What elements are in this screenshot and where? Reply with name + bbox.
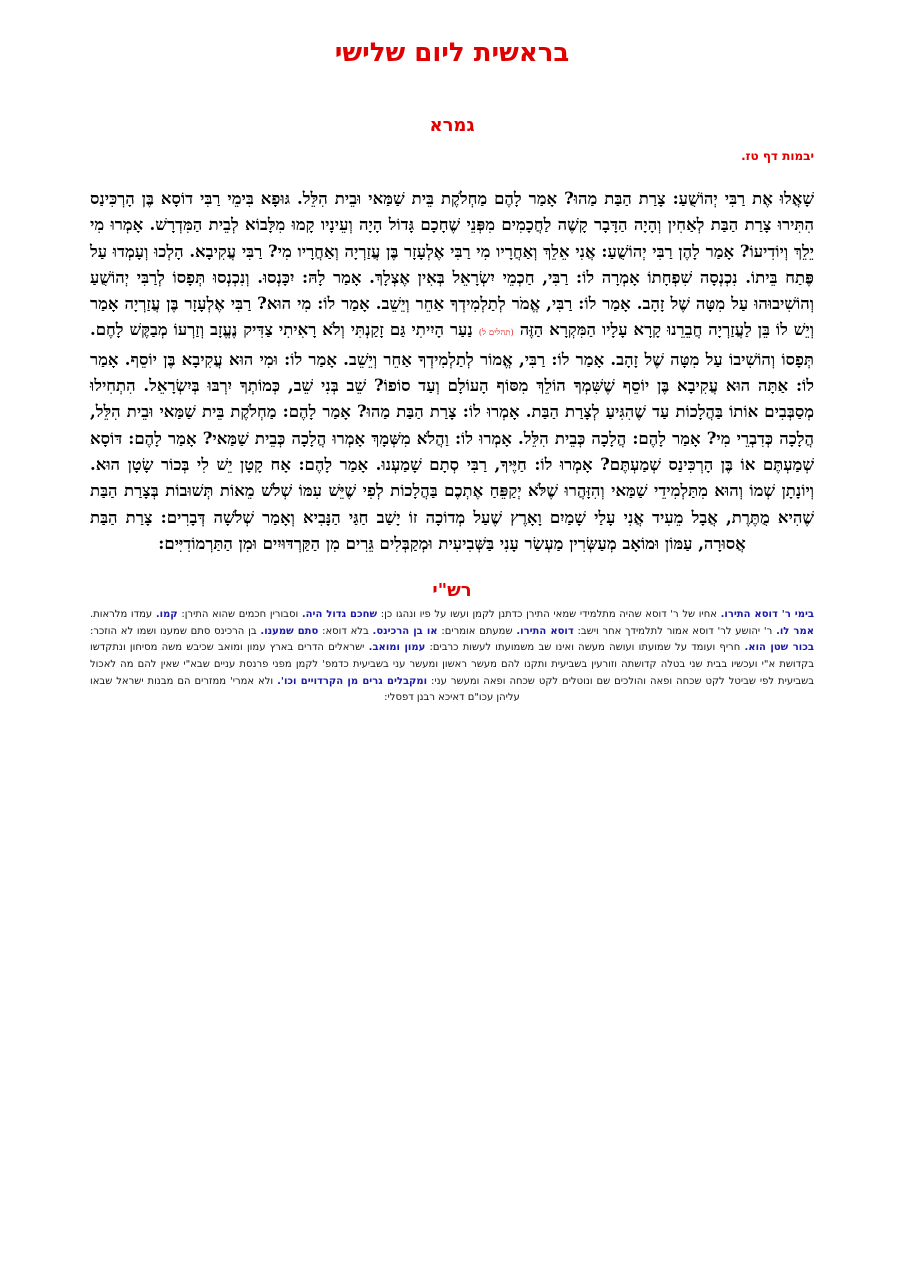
gemara-text xyxy=(90,186,814,557)
rashi-text: שמעתם אומרים: xyxy=(441,625,513,637)
page-title: בראשית ליום שלישי xyxy=(334,38,570,68)
rashi-heading: בכור שטן הוא. xyxy=(744,642,814,654)
rashi-heading: אמר לו. xyxy=(776,625,814,637)
rashi-text: בן הרכינס סתם שמענו ושמו לא הוזכר: xyxy=(90,625,257,637)
rashi-text: אחיו של ר' דוסא שהיה מתלמידי שמאי התירן כדתנן לקמן ועשו על פיו ונהגו כן: xyxy=(380,609,717,621)
rashi-text: חריף ועומד על שמועתו ועושה מעשה ואינו שב משמועתו לעשות כרבים: xyxy=(429,642,741,654)
rashi-heading: עמון ומואב. xyxy=(368,642,426,654)
rashi-text: ישראלים הדרים בארץ עמון ומואב שכיבש משה מסיחון ונתקדשו בקדושת א"י ועכשיו בבית שני בטלה קדושתה וזורעין בשביעית ותקנו להם מעשר ראשון ומעשר עני בשביעית כדמפ' לקמן מפני פרנסת עניים שבא"י שאין להם מה לאכול בשביעית לפי שביטל לקט שכחה ופאה והולכים שם ונוטלים לקט שכחה ופאה ומעשר עני: xyxy=(90,642,814,687)
section-title-rashi: רש"י xyxy=(432,580,472,602)
rashi-text: בלא דוסא: xyxy=(322,625,369,637)
rashi-heading: דוסא התירו. xyxy=(516,625,574,637)
rashi-commentary xyxy=(90,607,814,707)
rashi-heading: או בן הרכינס. xyxy=(372,625,438,637)
rashi-text: ולא אמרי' ממזרים הם מבנות ישראל שבאו עליהן עכו"ם דאיכא רבנן דפסלי: xyxy=(90,675,520,704)
rashi-heading: שחכם גדול היה. xyxy=(301,609,378,621)
rashi-heading: סתם שמענו. xyxy=(260,625,319,637)
document-page xyxy=(90,0,814,707)
section-title-gemara: גמרא xyxy=(429,115,475,136)
gemara-text-part-1: שָׁאֲלוּ אֶת רַבִּי יְהוֹשֻׁעַ: צָרַת הַבַּת מַהוּ? אָמַר לָהֶם מַחְלֹקֶת בֵּית שַׁמַּאי וּבֵית הִלֵּל. גּוּפָא בִּימֵי רַבִּי דוֹסָא בֶּן הָרְכִּינַס הִתִּירוּ צָרַת הַבַּת לְאַחִין וְהָיָה הַדָּבָר קָשֶׁה לַחֲכָמִים מִפְּנֵי שֶׁחָכָם גָּדוֹל הָיָה וְעֵינָיו קָמוּ מִלָּבוֹא לְבֵית הַמִּדְרָשׁ. אָמְרוּ מִי יֵלֵךְ וְיוֹדִיעוֹ? אָמַר לָהֶן רַבִּי יְהוֹשֻׁעַ: אֲנִי אֵלֵךְ וְאַחֲרָיו מִי רַבִּי אֶלְעָזָר בֶּן עֲזַרְיָה וְאַחֲרָיו מִי? רַבִּי עֲקִיבָא. הָלְכוּ וְעָמְדוּ עַל פֶּתַח בֵּיתוֹ. נִכְנְסָה שִׁפְחָתוֹ אָמְרָה לוֹ: רַבִּי, חַכְמֵי יִשְׂרָאֵל בְּאִין אֶצְלָךְ. אָמַר לָהּ: יִכָּנְסוּ. וְנִכְנְסוּ תְּפָסוֹ לְרַבִּי יְהוֹשֻׁעַ וְהוֹשִׁיבוּהוּ עַל מִטָּה שֶׁל זָהָב. אָמַר לוֹ: רַבִּי, אֱמֹר לְתַלְמִידְךָ אַחֵר וְיֵשֵׁב. אָמַר לוֹ: מִי הוּא? רַבִּי אֶלְעָזָר בֶּן עֲזַרְיָה אָמַר וְיֵשׁ לוֹ בֵּן לַעֲזַרְיָה חֲבֵרֵנוּ קָרָא עָלָיו הַמִּקְרָא הַזֶּה xyxy=(90,189,814,340)
rashi-text: עמדו מלראות. xyxy=(90,609,153,621)
source-reference: יבמות דף טז. xyxy=(741,149,814,163)
rashi-heading: קמו. xyxy=(155,609,178,621)
verse-reference: (תהלים ל) xyxy=(478,328,514,339)
rashi-heading: בימי ר' דוסא התירו. xyxy=(720,609,815,621)
rashi-heading: ומקבלים גרים מן הקרדויים וכו'. xyxy=(277,675,428,687)
gemara-text-part-2: נַעַר הָיִיתִי גַּם זָקַנְתִּי וְלֹא רָאִיתִי צַדִּיק נֶעֱזָב וְזַרְעוֹ מְבַקֶּשׁ לָחֶם. תְּפָסוֹ וְהוֹשִׁיבוֹ עַל מִטָּה שֶׁל זָהָב. אָמַר לוֹ: רַבִּי, אֱמוֹר לְתַלְמִידְךָ אַחֵר וְיֵשֵׁב. אָמַר לוֹ: וּמִי הוּא עֲקִיבָא בֶּן יוֹסֵף. אָמַר לוֹ: אַתָּה הוּא עֲקִיבָא בֶּן יוֹסֵף שֶׁשִּׁמְךָ הוֹלֵךְ מִסּוֹף הָעוֹלָם וְעַד סוֹפוֹ? שֵׁב בְּנִי שֵׁב, כְּמוֹתְךָ יִרְבּוּ בְּיִשְׂרָאֵל. הִתְחִילוּ מְסַבְּבִים אוֹתוֹ בַּהֲלָכוֹת עַד שֶׁהִגִּיעַ לְצָרַת הַבַּת. אָמְרוּ לוֹ: צָרַת הַבַּת מַהוּ? אָמַר לָהֶם: מַחְלֹקֶת בֵּית שַׁמַּאי וּבֵית הִלֵּל, הֲלָכָה כְּדִבְרֵי מִי? אָמַר לָהֶם: הֲלָכָה כְּבֵית הִלֵּל. אָמְרוּ לוֹ: וַהֲלֹא מִשְּׁמָךְ אָמְרוּ הֲלָכָה כְּבֵית שַׁמַּאי? אָמַר לָהֶם: דּוֹסָא שְׁמַעְתֶּם אוֹ בֶּן הָרְכִּינַס שְׁמַעְתֶּם? אָמְרוּ לוֹ: חַיֶּיךָ, רַבִּי סְתָם שָׁמַעְנוּ. אָמַר לָהֶם: אָח קָטָן יֵשׁ לִי בְּכוֹר שָׂטָן הוּא. וְיוֹנָתָן שְׁמוֹ וְהוּא מִתַּלְמִידֵי שַׁמַּאי וְהִזָּהֲרוּ שֶׁלֹּא יְקַפֵּחַ אֶתְכֶם בַּהֲלָכוֹת לְפִי שֶׁיֵּשׁ עִמּוֹ שְׁלֹשׁ מֵאוֹת תְּשׁוּבוֹת בְּצָרַת הַבַּת שֶׁהִיא מֻתֶּרֶת, אֲבָל מֵעִיד אֲנִי עָלַי שָׁמַיִם וָאָרֶץ שֶׁעַל מְדוֹכָה זוֹ יָשַׁב חַגַּי הַנָּבִיא וְאָמַר שְׁלֹשָׁה דְּבָרִים: צָרַת הַבַּת אֲסוּרָה, עַמּוֹן וּמוֹאָב מְעַשְּׂרִין מַעְשַׂר עָנִי בַּשְּׁבִיעִית וּמְקַבְּלִים גֵּרִים מִן הַקַּרְדּוּיִים וּמִן הַתַּרְמוֹדִיִּים: xyxy=(90,320,814,553)
rashi-text: ר' יהושע לר' דוסא אמור לתלמידך אחר וישב: xyxy=(577,625,773,637)
rashi-text: וסבורין חכמים שהוא התירן: xyxy=(181,609,299,621)
